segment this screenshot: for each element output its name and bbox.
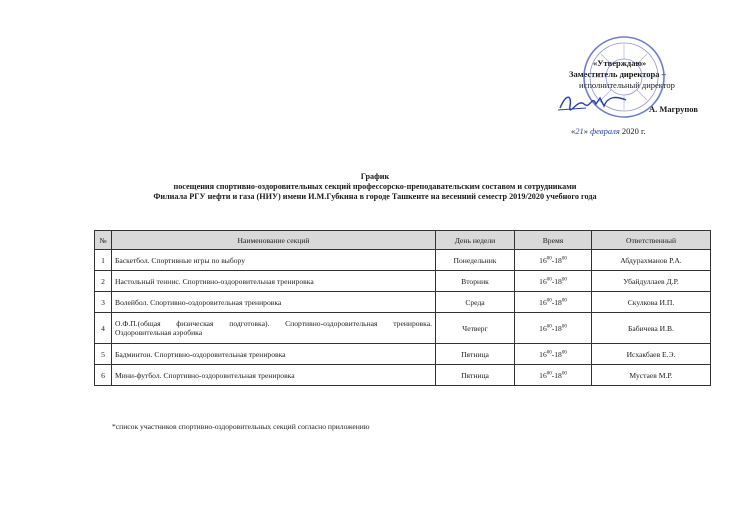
date-month: февраля (590, 126, 620, 136)
approval-signatory: А. Магрупов (649, 104, 698, 114)
row-time: $16^{00}-18^{00}$ (515, 292, 592, 313)
row-section: Настольный теннис. Спортивно-оздоровительная тренировка (112, 271, 436, 292)
header-day: День недели (436, 231, 515, 250)
row-time: $16^{00}-18^{00}$ (515, 250, 592, 271)
signature-icon (556, 90, 632, 114)
row-day: Четверг (436, 313, 515, 344)
row-section: Баскетбол. Спортивные игры по выбору (112, 250, 436, 271)
row-responsible: Исхакбаев Е.Э. (592, 344, 711, 365)
date-year: 2020 г. (621, 126, 646, 136)
table-header-row (95, 231, 711, 250)
header-resp: Ответственный (592, 231, 711, 250)
title-line2: посещения спортивно-оздоровительных секций профессорско-преподавательским составом и сотрудниками (173, 182, 577, 191)
row-responsible: Абдурахманов Р.А. (592, 250, 711, 271)
row-num: 2 (95, 271, 112, 292)
footnote: *список участников спортивно-оздоровительных секций согласно приложению (112, 422, 370, 431)
table-row (95, 292, 711, 313)
row-section: Мини-футбол. Спортивно-оздоровительная тренировка (112, 365, 436, 386)
row-time: $16^{00}-18^{00}$ (515, 271, 592, 292)
document-title (0, 172, 750, 202)
header-num: № (95, 231, 112, 250)
table-row (95, 250, 711, 271)
table-row (95, 271, 711, 292)
header-time: Время (515, 231, 592, 250)
schedule-table (94, 230, 711, 386)
row-day: Пятница (436, 344, 515, 365)
table-row (95, 313, 711, 344)
approval-date (571, 126, 646, 137)
row-num: 3 (95, 292, 112, 313)
title-line3: Филиала РГУ нефти и газа (НИУ) имени И.М.Губкина в городе Ташкенте на весенний семестр 2019/2020 учебного года (153, 192, 597, 201)
row-section: Волейбол. Спортивно-оздоровительная тренировка (112, 292, 436, 313)
row-num: 1 (95, 250, 112, 271)
row-responsible: Бабичева И.В. (592, 313, 711, 344)
row-time: $16^{00}-18^{00}$ (515, 313, 592, 344)
table-row (95, 344, 711, 365)
approval-title: Заместитель директора – (569, 69, 666, 79)
row-day: Понедельник (436, 250, 515, 271)
approval-quote: «Утверждаю» (593, 58, 647, 68)
date-close: » (583, 126, 588, 136)
table-row (95, 365, 711, 386)
row-day: Пятница (436, 365, 515, 386)
row-section: О.Ф.П.(общая физическая подготовка). Спортивно-оздоровительная тренировка. Оздоровительная аэробика (112, 313, 436, 344)
header-name: Наименование секций (112, 231, 436, 250)
row-responsible: Убайдуллаев Д.Р. (592, 271, 711, 292)
row-responsible: Скулкова И.П. (592, 292, 711, 313)
title-heading: График (360, 172, 390, 181)
row-num: 4 (95, 313, 112, 344)
row-num: 5 (95, 344, 112, 365)
date-day: 21 (575, 126, 584, 136)
date-open: « (571, 126, 576, 136)
approval-subtitle: исполнительный директор (579, 80, 675, 90)
row-time: $16^{00}-18^{00}$ (515, 344, 592, 365)
row-time: $16^{00}-18^{00}$ (515, 365, 592, 386)
row-num: 6 (95, 365, 112, 386)
row-day: Среда (436, 292, 515, 313)
row-section: Бадминтон. Спортивно-оздоровительная тренировка (112, 344, 436, 365)
row-day: Вторник (436, 271, 515, 292)
row-responsible: Мустаев М.Р. (592, 365, 711, 386)
